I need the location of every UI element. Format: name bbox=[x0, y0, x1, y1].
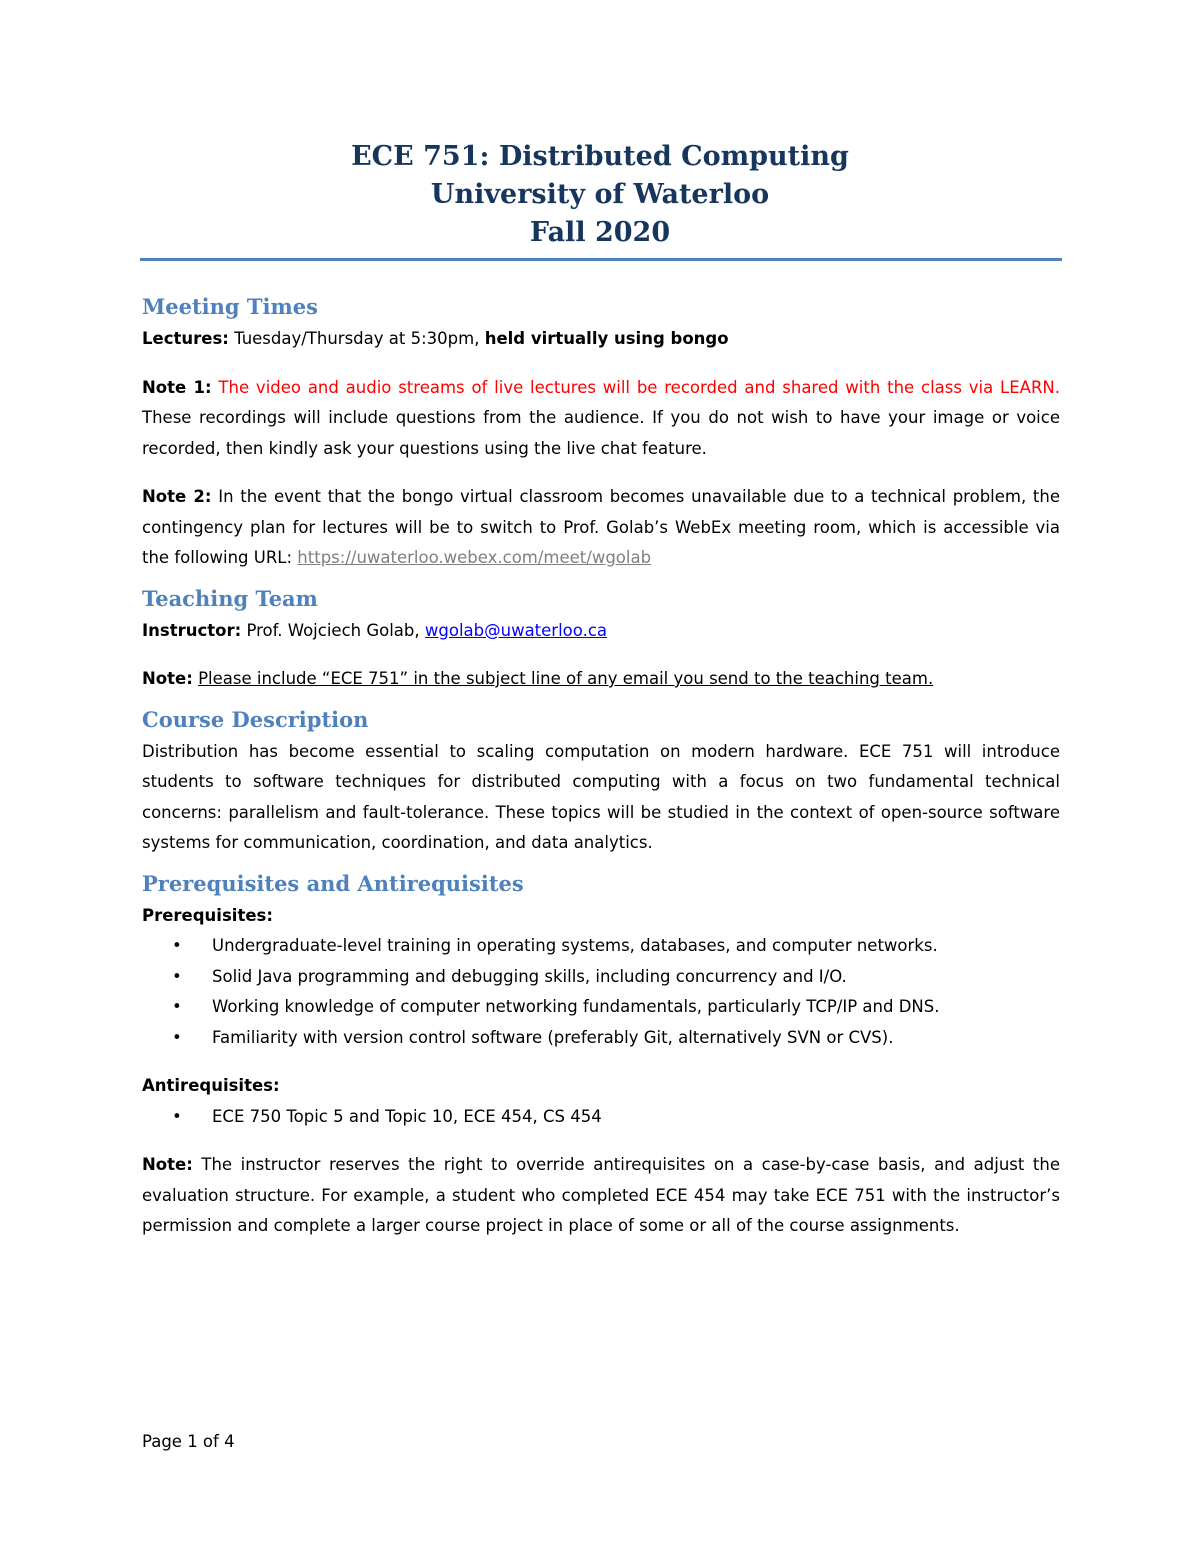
prerequisites-list bbox=[142, 931, 1060, 1053]
lectures-line bbox=[142, 324, 1060, 355]
requisites-heading: Prerequisites and Antirequisites bbox=[142, 870, 524, 896]
note-1-text: These recordings will include questions from the audience. If you do not wish to have your image or voice recorded, then kindly ask your questions using the live chat feature. bbox=[142, 408, 1060, 458]
lectures-mode: held virtually using bongo bbox=[484, 329, 729, 348]
note-2-text: In the event that the bongo virtual classroom becomes unavailable due to a technical problem, the contingency plan for lectures will be to switch to Prof. Golab’s WebEx meeting room, which is accessible via the following URL: bbox=[142, 487, 1061, 567]
document-title bbox=[140, 138, 1060, 252]
list-item: • Familiarity with version control software (preferably Git, alternatively SVN or CVS). bbox=[142, 1023, 1060, 1054]
list-item: • ECE 750 Topic 5 and Topic 10, ECE 454, CS 454 bbox=[142, 1102, 1060, 1133]
instructor-email-link[interactable]: wgolab@uwaterloo.ca bbox=[424, 620, 608, 640]
bullet-icon: • bbox=[172, 1027, 182, 1047]
meeting-times-heading: Meeting Times bbox=[142, 294, 318, 319]
course-description-text: Distribution has become essential to scaling computation on modern hardware. ECE 751 will introduce students to software techniques for distributed computing with a focus on two fundamental technical concerns: parallelism and fault-tolerance. These topics will be studied in the context of open-source software systems for communication, coordination, and data analytics. bbox=[142, 741, 1060, 852]
prerequisites-label: Prerequisites: bbox=[142, 905, 273, 925]
bullet-icon: • bbox=[172, 936, 182, 955]
course-description-heading: Course Description bbox=[142, 706, 369, 732]
note-2-label: Note 2: bbox=[142, 487, 212, 506]
lectures-label: Lectures: bbox=[142, 329, 229, 348]
note-2 bbox=[142, 482, 1060, 574]
bullet-icon: • bbox=[172, 966, 182, 986]
note-1-label: Note 1: bbox=[142, 377, 212, 397]
list-item: • Undergraduate-level training in operating systems, databases, and computer networks. bbox=[142, 931, 1060, 962]
page-number: Page 1 of 4 bbox=[142, 1432, 235, 1451]
instructor-line bbox=[142, 616, 1060, 647]
requisites-note-label: Note: bbox=[142, 1155, 193, 1174]
antirequisites-label: Antirequisites: bbox=[142, 1076, 280, 1095]
requisites-note-text: The instructor reserves the right to override antirequisites on a case-by-case basis, and adjust the evaluation structure. For example, a student who completed ECE 454 may take ECE 751 with the instructor’s permission and complete a larger course project in place of some or all of the course assignments. bbox=[142, 1155, 1060, 1235]
lectures-text: Tuesday/Thursday at 5:30pm, bbox=[228, 329, 485, 348]
antirequisites-list bbox=[142, 1102, 1060, 1133]
requisites-note bbox=[142, 1150, 1060, 1242]
webex-url-link[interactable]: https://uwaterloo.webex.com/meet/wgolab bbox=[297, 548, 652, 567]
university-name: University of Waterloo bbox=[430, 179, 770, 210]
team-note bbox=[142, 664, 1060, 695]
note-1 bbox=[142, 373, 1060, 465]
instructor-label: Instructor: bbox=[142, 620, 242, 640]
bullet-icon: • bbox=[172, 1106, 182, 1126]
document-body bbox=[142, 290, 1060, 1242]
team-note-text: Please include “ECE 751” in the subject line of any email you send to the teaching team. bbox=[198, 669, 934, 688]
list-item: • Working knowledge of computer networking fundamentals, particularly TCP/IP and DNS. bbox=[142, 992, 1060, 1023]
list-item: • Solid Java programming and debugging skills, including concurrency and I/O. bbox=[142, 962, 1060, 993]
title-divider bbox=[140, 258, 1062, 261]
term: Fall 2020 bbox=[529, 217, 671, 248]
team-note-label: Note: bbox=[142, 669, 193, 688]
teaching-team-heading: Teaching Team bbox=[142, 585, 318, 611]
note-1-warning: The video and audio streams of live lectures will be recorded and shared with the class via LEARN. bbox=[211, 377, 1060, 397]
course-title: ECE 751: Distributed Computing bbox=[351, 141, 849, 172]
bullet-icon: • bbox=[172, 997, 182, 1016]
instructor-name: Prof. Wojciech Golab, bbox=[241, 620, 425, 640]
